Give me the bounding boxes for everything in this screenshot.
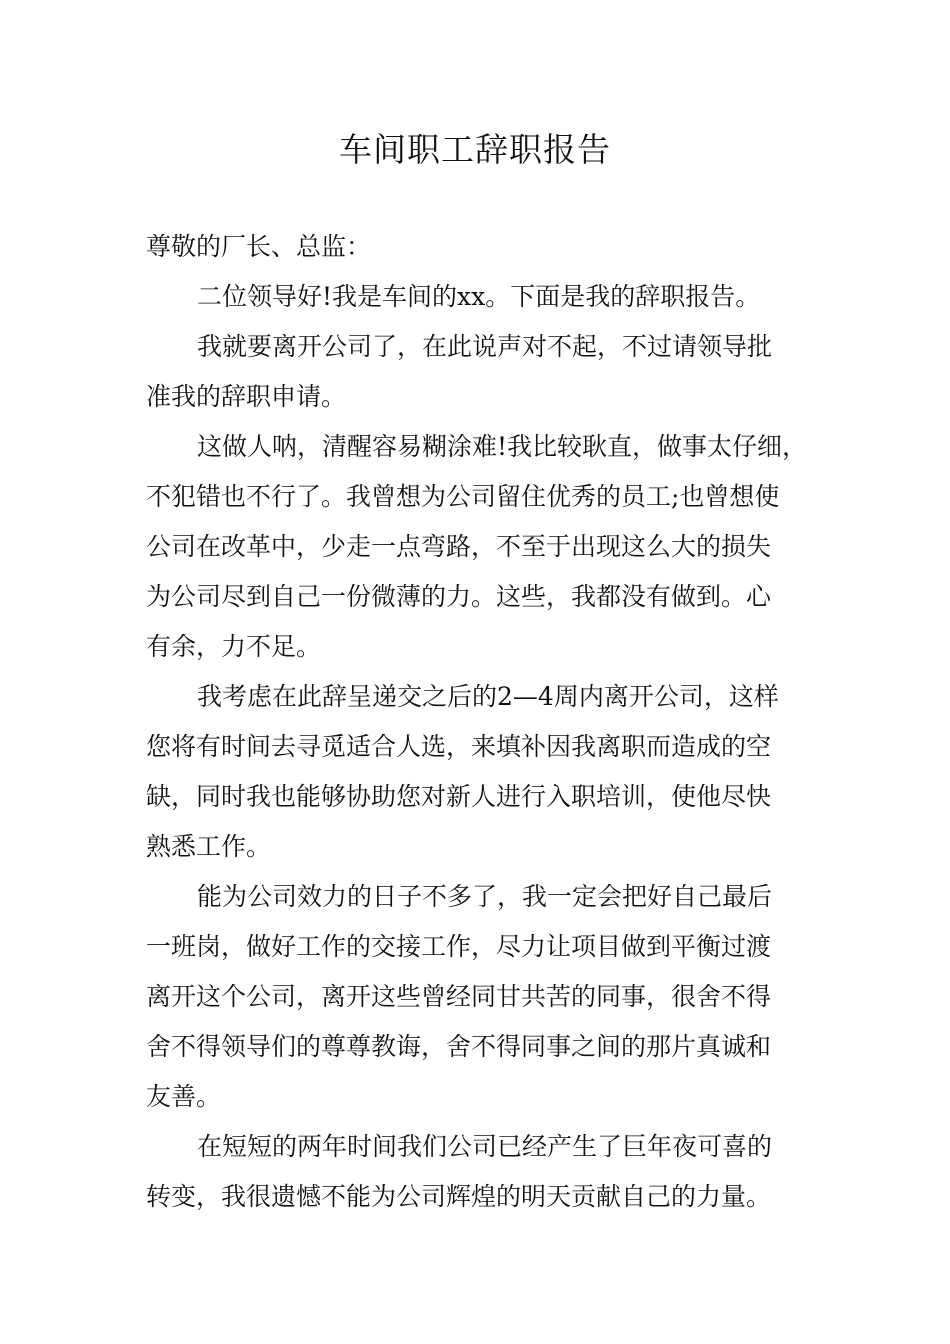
text-line: 转变，我很遗憾不能为公司辉煌的明天贡献自己的力量。 — [146, 1182, 772, 1211]
text-line: 准我的辞职申请。 — [146, 382, 347, 411]
paragraph-3 — [146, 422, 826, 672]
paragraph-5 — [146, 872, 826, 1122]
text-line: 您将有时间去寻觅适合人选，来填补因我离职而造成的空 — [146, 732, 772, 761]
text-line: 能为公司效力的日子不多了，我一定会把好自己最后 — [197, 882, 773, 911]
page-title: 车间职工辞职报告 — [339, 130, 611, 169]
paragraph-2 — [146, 322, 826, 422]
text-line: 这做人呐，清醒容易糊涂难!我比较耿直，做事太仔细， — [197, 432, 808, 461]
text-line: 在短短的两年时间我们公司已经产生了巨年夜可喜的 — [197, 1132, 773, 1161]
text-line: 熟悉工作。 — [146, 832, 272, 861]
text-line: 缺，同时我也能够协助您对新人进行入职培训，使他尽快 — [146, 782, 772, 811]
text-line: 舍不得领导们的尊尊教诲，舍不得同事之间的那片真诚和 — [146, 1032, 772, 1061]
paragraph-4 — [146, 672, 826, 872]
paragraph-6 — [146, 1122, 826, 1222]
salutation: 尊敬的厂长、总监： — [146, 232, 372, 261]
text-line: 一班岗，做好工作的交接工作，尽力让项目做到平衡过渡 — [146, 932, 772, 961]
text-line: 我考虑在此辞呈递交之后的2—4周内离开公司，这样 — [197, 682, 779, 711]
letter-body — [146, 222, 826, 1222]
text-line: 公司在改革中，少走一点弯路，不至于出现这么大的损失 — [146, 532, 772, 561]
text-line: 不犯错也不行了。我曾想为公司留住优秀的员工;也曾想使 — [146, 482, 780, 511]
text-line: 为公司尽到自己一份微薄的力。这些，我都没有做到。心 — [146, 582, 772, 611]
text-line: 有余，力不足。 — [146, 632, 322, 661]
text-line: 友善。 — [146, 1082, 222, 1111]
text-line: 二位领导好!我是车间的xx。下面是我的辞职报告。 — [197, 282, 761, 311]
text-line: 我就要离开公司了，在此说声对不起，不过请领导批 — [197, 332, 773, 361]
paragraph-1 — [146, 272, 826, 322]
text-line: 离开这个公司，离开这些曾经同甘共苦的同事，很舍不得 — [146, 982, 772, 1011]
